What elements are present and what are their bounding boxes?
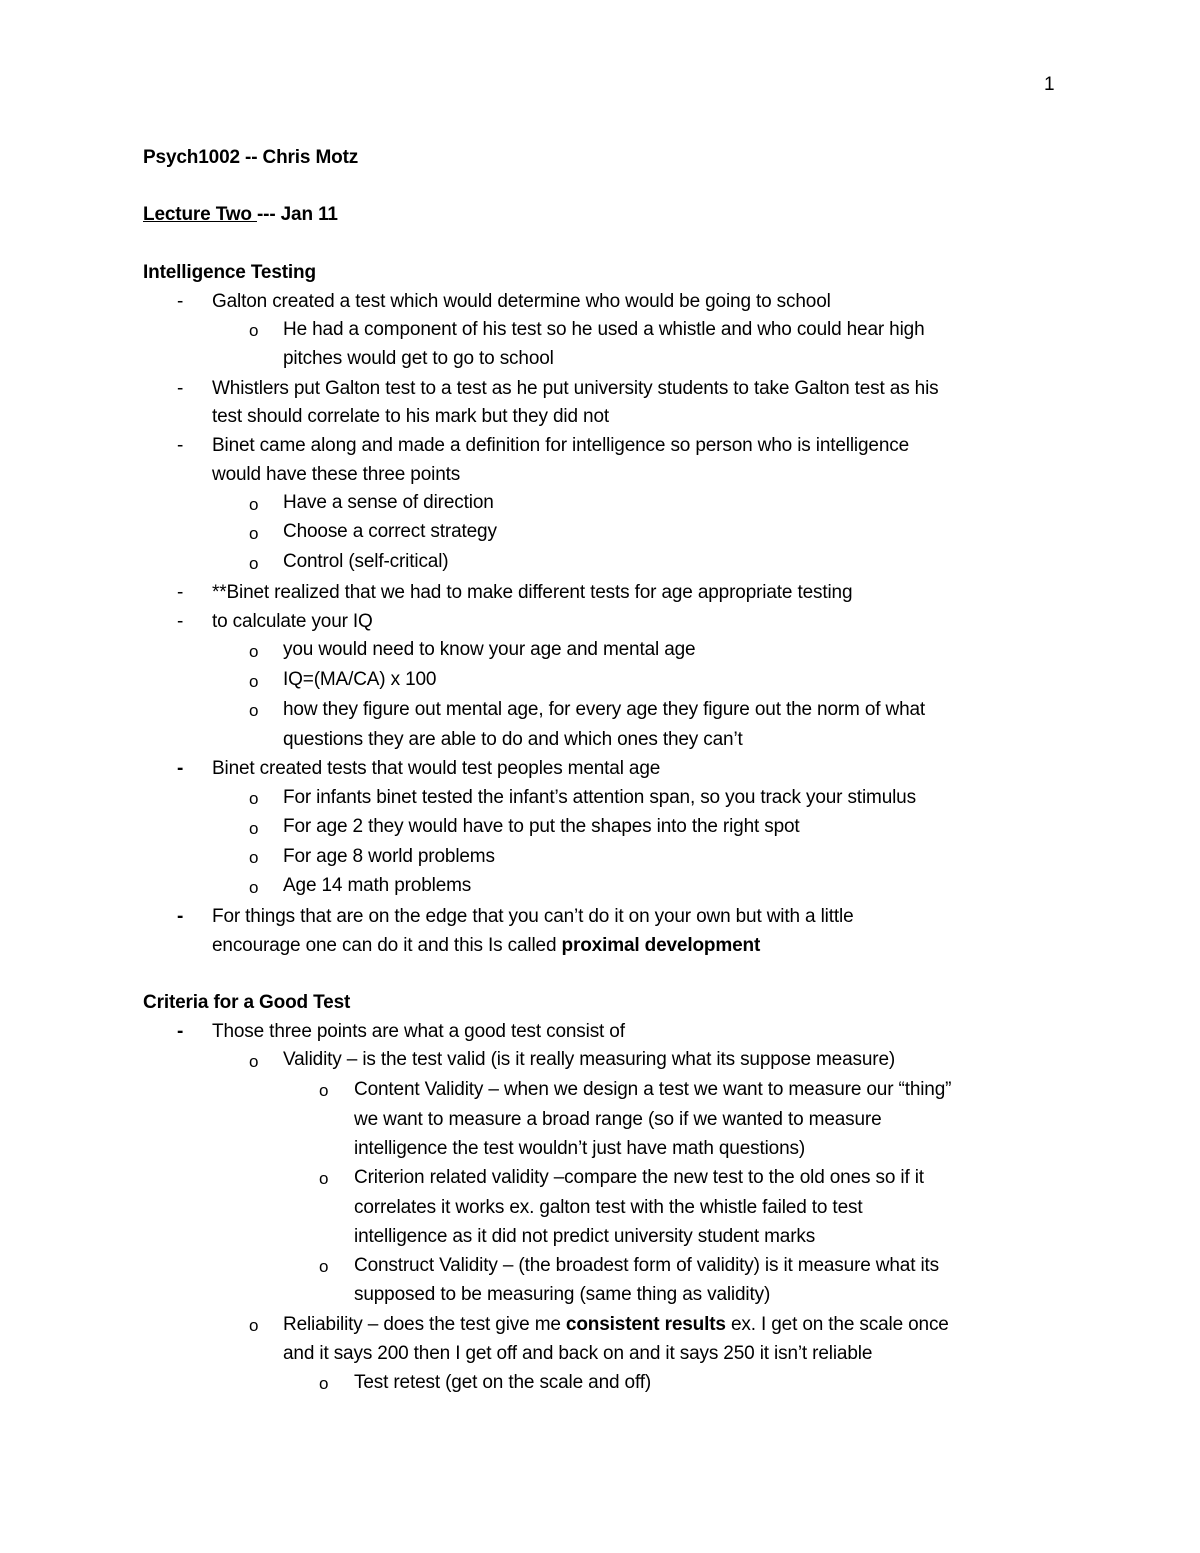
page-number: 1	[1044, 74, 1055, 95]
bullet-dash: -	[177, 906, 184, 927]
list-item: Those three points are what a good test consist of	[212, 1021, 625, 1042]
list-item-continuation	[212, 934, 760, 958]
list-item: Binet came along and made a definition for intelligence so person who is intelligence	[212, 435, 910, 456]
list-item: you would need to know your age and mental age	[283, 639, 696, 660]
list-item: Galton created a test which would determine who would be going to school	[212, 291, 831, 312]
emphasis-term: consistent results	[565, 1314, 726, 1335]
list-item: Have a sense of direction	[283, 492, 494, 513]
list-item: to calculate your IQ	[212, 611, 373, 632]
list-item: Criterion related validity –compare the new test to the old ones so if it	[354, 1167, 924, 1188]
bullet-circle: o	[249, 701, 259, 720]
bullet-circle: o	[249, 495, 259, 514]
list-item: He had a component of his test so he used a whistle and who could hear high	[283, 319, 925, 340]
bullet-dash: -	[177, 378, 184, 399]
bullet-circle: o	[249, 554, 259, 573]
bullet-circle: o	[249, 642, 259, 661]
lecture-heading	[143, 203, 338, 227]
bullet-circle: o	[249, 524, 259, 543]
list-item	[283, 1313, 949, 1337]
section-title-criteria: Criteria for a Good Test	[143, 992, 351, 1013]
bullet-circle: o	[249, 819, 259, 838]
bullet-circle: o	[319, 1169, 329, 1188]
list-item: Age 14 math problems	[283, 875, 472, 896]
list-item: IQ=(MA/CA) x 100	[283, 669, 437, 690]
list-item: Choose a correct strategy	[283, 521, 497, 542]
list-item-text: ex. I get on the scale once	[725, 1314, 949, 1335]
bullet-circle: o	[249, 672, 259, 691]
bullet-dash: -	[177, 291, 184, 312]
bullet-dash: -	[177, 1021, 184, 1042]
course-title-text: Psych1002 -- Chris Motz	[143, 147, 359, 168]
bullet-circle: o	[249, 321, 259, 340]
bullet-dash: -	[177, 758, 184, 779]
lecture-date: --- Jan 11	[256, 204, 338, 225]
bullet-circle: o	[319, 1081, 329, 1100]
list-item-continuation: we want to measure a broad range (so if we wanted to measure	[354, 1109, 882, 1130]
list-item: Validity – is the test valid (is it really measuring what its suppose measure)	[283, 1049, 896, 1070]
bullet-circle: o	[249, 1052, 259, 1071]
list-item-continuation: correlates it works ex. galton test with the whistle failed to test	[354, 1197, 863, 1218]
bullet-dash: -	[177, 611, 184, 632]
list-item: Test retest (get on the scale and off)	[354, 1372, 652, 1393]
course-title	[143, 146, 358, 170]
bullet-circle: o	[249, 848, 259, 867]
list-item: Binet created tests that would test peoples mental age	[212, 758, 661, 779]
list-item-continuation: and it says 200 then I get off and back on and it says 250 it isn’t reliable	[283, 1343, 873, 1364]
list-item: Control (self-critical)	[283, 551, 449, 572]
list-item-text: encourage one can do it and this Is called	[212, 935, 562, 956]
list-item: For things that are on the edge that you can’t do it on your own but with a little	[212, 906, 854, 927]
list-item: For age 8 world problems	[283, 846, 495, 867]
bullet-circle: o	[249, 789, 259, 808]
list-item: For age 2 they would have to put the shapes into the right spot	[283, 816, 800, 837]
list-item: Content Validity – when we design a test we want to measure our “thing”	[354, 1079, 952, 1100]
list-item-continuation: questions they are able to do and which ones they can’t	[283, 729, 743, 750]
lecture-label: Lecture Two	[143, 204, 257, 225]
list-item: **Binet realized that we had to make different tests for age appropriate testing	[212, 582, 853, 603]
list-item-continuation: would have these three points	[212, 464, 461, 485]
list-item-continuation: intelligence the test wouldn’t just have math questions)	[354, 1138, 806, 1159]
list-item-continuation: test should correlate to his mark but they did not	[212, 406, 609, 427]
list-item: Construct Validity – (the broadest form of validity) is it measure what its	[354, 1255, 940, 1276]
list-item-continuation: supposed to be measuring (same thing as validity)	[354, 1284, 771, 1305]
list-item: how they figure out mental age, for every age they figure out the norm of what	[283, 699, 926, 720]
emphasis-term: proximal development	[561, 935, 761, 956]
list-item-continuation: pitches would get to go to school	[283, 348, 554, 369]
list-item-text: Reliability – does the test give me	[283, 1314, 566, 1335]
bullet-circle: o	[249, 1316, 259, 1335]
list-item: Whistlers put Galton test to a test as he put university students to take Galton test as his	[212, 378, 939, 399]
list-item-continuation: intelligence as it did not predict university student marks	[354, 1226, 816, 1247]
bullet-circle: o	[319, 1257, 329, 1276]
bullet-dash: -	[177, 582, 184, 603]
bullet-circle: o	[319, 1374, 329, 1393]
section-title-intelligence-testing: Intelligence Testing	[143, 262, 316, 283]
bullet-dash: -	[177, 435, 184, 456]
bullet-circle: o	[249, 878, 259, 897]
list-item: For infants binet tested the infant’s attention span, so you track your stimulus	[283, 787, 916, 808]
